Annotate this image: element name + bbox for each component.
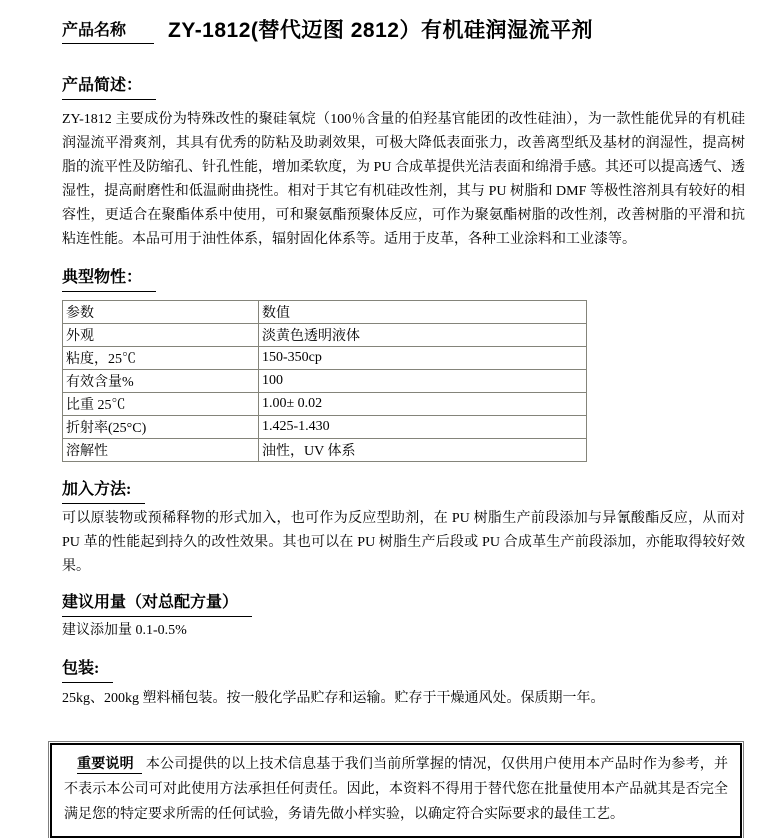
table-row bbox=[63, 393, 587, 416]
method-heading bbox=[62, 480, 745, 504]
property-name: 比重 25℃ bbox=[63, 393, 259, 416]
section-recommended-dosage bbox=[62, 593, 745, 643]
property-value: 100 bbox=[259, 370, 587, 393]
property-name: 外观 bbox=[63, 324, 259, 347]
table-header-row bbox=[63, 301, 587, 324]
dosage-heading-text: 建议用量（对总配方量） bbox=[62, 593, 252, 617]
dosage-heading bbox=[62, 593, 745, 617]
method-heading-text: 加入方法: bbox=[62, 480, 145, 504]
section-typical-properties bbox=[62, 268, 745, 462]
page-title: ZY-1812(替代迈图 2812）有机硅润湿流平剂 bbox=[168, 19, 593, 42]
property-name: 溶解性 bbox=[63, 439, 259, 462]
brief-heading-text: 产品简述： bbox=[62, 76, 156, 100]
table-row bbox=[63, 347, 587, 370]
property-name: 有效含量% bbox=[63, 370, 259, 393]
section-addition-method bbox=[62, 480, 745, 579]
method-body: 可以原装物或预稀释物的形式加入，也可作为反应型助剂，在 PU 树脂生产前段添加与异氰酸酯反应，从而对 PU 革的性能起到持久的改性效果。其也可以在 PU 树脂生产后段或 PU 合成革生产前段添加，亦能取得较好效果。 bbox=[62, 511, 745, 574]
document-header bbox=[62, 12, 745, 44]
important-notice-box bbox=[50, 743, 742, 838]
notice-label: 重要说明 bbox=[77, 757, 142, 774]
properties-heading bbox=[62, 268, 745, 292]
notice-paragraph bbox=[64, 752, 728, 827]
packaging-body: 25kg、200kg 塑料桶包装。按一般化学品贮存和运输。贮存于干燥通风处。保质期一年。 bbox=[62, 691, 605, 706]
packaging-heading bbox=[62, 659, 745, 683]
property-value: 油性，UV 体系 bbox=[259, 439, 587, 462]
table-row bbox=[63, 370, 587, 393]
table-header-parameter: 参数 bbox=[63, 301, 259, 324]
product-name-label: 产品名称 bbox=[62, 17, 154, 44]
packaging-heading-text: 包装: bbox=[62, 659, 113, 683]
property-name: 折射率(25°C) bbox=[63, 416, 259, 439]
property-value: 淡黄色透明液体 bbox=[259, 324, 587, 347]
section-product-brief bbox=[62, 76, 745, 252]
properties-heading-text: 典型物性： bbox=[62, 268, 156, 292]
properties-table bbox=[62, 300, 587, 462]
table-row bbox=[63, 416, 587, 439]
table-row bbox=[63, 439, 587, 462]
table-row bbox=[63, 324, 587, 347]
property-value: 1.425-1.430 bbox=[259, 416, 587, 439]
brief-heading bbox=[62, 76, 745, 100]
notice-body: 本公司提供的以上技术信息基于我们当前所掌握的情况，仅供用户使用本产品时作为参考，并不表示本公司可对此使用方法承担任何责任。因此，本资料不得用于替代您在批量使用本产品就其是否完全满足您的特定要求所需的任何试验，务请先做小样实验，以确定符合实际要求的最佳工艺。 bbox=[64, 757, 729, 822]
brief-body: ZY-1812 主要成份为特殊改性的聚硅氧烷（100％含量的伯羟基官能团的改性硅油），为一款性能优异的有机硅润湿流平滑爽剂，其具有优秀的防粘及助剥效果，可极大降低表面张力，改善离型纸及基材的润湿性，提高树脂的流平性及防缩孔、针孔性能，增加柔软度，为 PU 合成革提供光洁表面和绵滑手感。其还可以提高透气、透湿性，提高耐磨性和低温耐曲挠性。相对于其它有机硅改性剂，其与 PU 树脂和 DMF 等极性溶剂具有较好的相容性，更适合在聚酯体系中使用，可和聚氨酯预聚体反应，可作为聚氨酯树脂的改性剂，改善树脂的平滑和抗粘连性能。本品可用于油性体系，辐射固化体系等。适用于皮革，各种工业涂料和工业漆等。 bbox=[62, 112, 745, 247]
property-value: 150-350cp bbox=[259, 347, 587, 370]
dosage-body: 建议添加量 0.1-0.5% bbox=[62, 623, 187, 638]
property-name: 粘度，25℃ bbox=[63, 347, 259, 370]
property-value: 1.00± 0.02 bbox=[259, 393, 587, 416]
section-packaging bbox=[62, 659, 745, 711]
table-header-value: 数值 bbox=[259, 301, 587, 324]
